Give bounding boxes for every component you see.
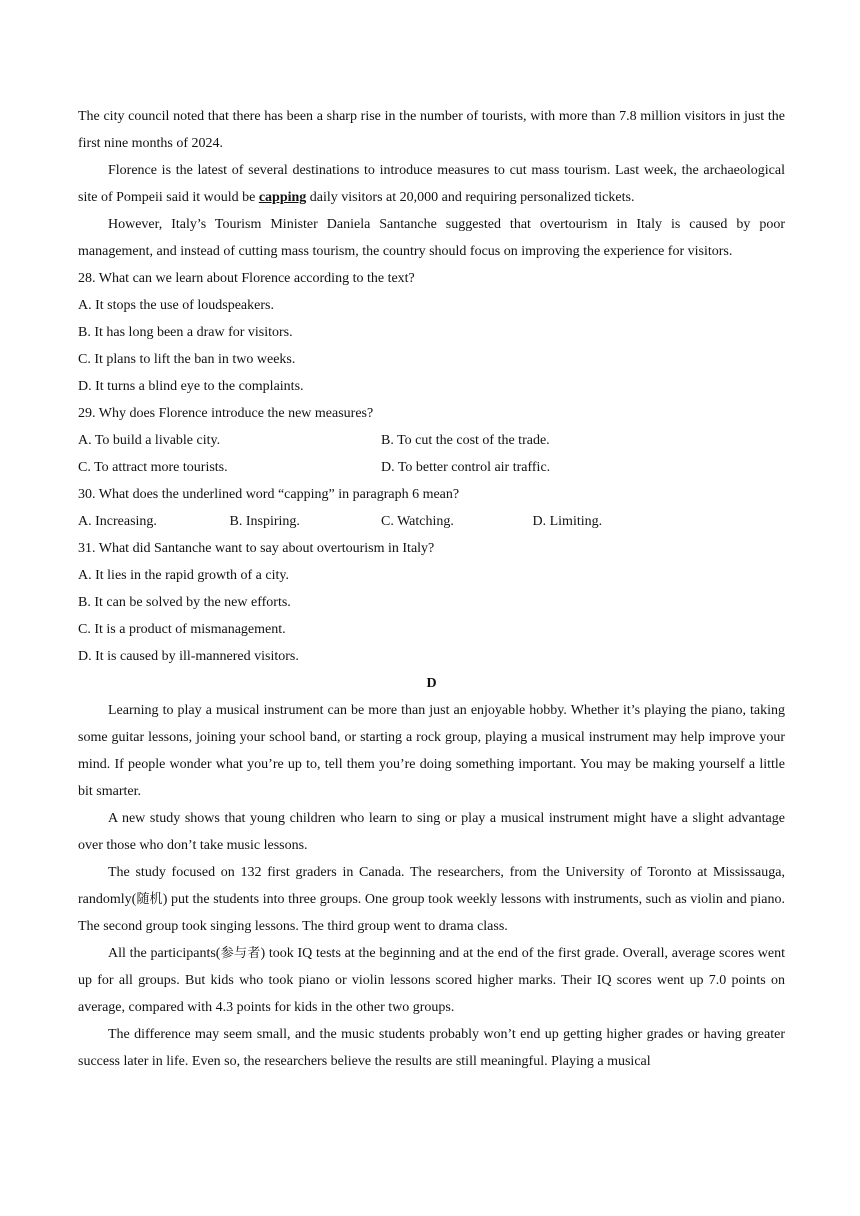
question-31-option-a: A. It lies in the rapid growth of a city. [78, 568, 289, 583]
question-30-option-c: C. Watching. [381, 514, 454, 529]
underlined-word-capping: capping [258, 190, 307, 205]
passage-d-paragraph-5: The difference may seem small, and the music students probably won’t end up getting higher grades or having greater success later in life. Even so, the researchers believe the results are still meaningful. Playing a musical [78, 1027, 785, 1069]
question-31-option-d: D. It is caused by ill-mannered visitors. [78, 649, 299, 664]
question-29-options-row-1 [78, 427, 785, 454]
question-29-option-d: D. To better control air traffic. [381, 460, 551, 475]
paragraph-text: The study focused on 132 first graders in Canada. The researchers, from the University of Toronto at Mississauga, randomly( [78, 865, 785, 907]
chinese-gloss-participants: 参与者 [220, 946, 261, 961]
question-30-option-d: D. Limiting. [532, 514, 603, 529]
passage-d-paragraph-4 [78, 940, 785, 1021]
paragraph-text: ) put the students into three groups. One group took weekly lessons with instruments, such as violin and piano. The second group took singing lessons. The third group went to drama class. [78, 892, 785, 934]
passage-c-paragraph-1: The city council noted that there has been a sharp rise in the number of tourists, with more than 7.8 million visitors in just the first nine months of 2024. [78, 109, 785, 151]
paragraph-text: Florence is the latest of several destinations to introduce measures to cut mass tourism. Last week, the archaeological site of Pompeii said it would be [78, 163, 785, 205]
passage-c-paragraph-3: However, Italy’s Tourism Minister Daniela Santanche suggested that overtourism in Italy is caused by poor management, and instead of cutting mass tourism, the country should focus on improving the experience for visitors. [78, 217, 785, 259]
chinese-gloss-random: 随机 [136, 892, 163, 907]
question-31-option-b: B. It can be solved by the new efforts. [78, 595, 291, 610]
paragraph-text: ) took IQ tests at the beginning and at the end of the first grade. Overall, average scores went up for all groups. But kids who took piano or violin lessons scored higher marks. Their IQ scores went up 7.0 points on average, compared with 4.3 points for kids in the other two groups. [78, 946, 786, 1015]
question-29-stem: 29. Why does Florence introduce the new measures? [78, 406, 374, 421]
question-28-option-a: A. It stops the use of loudspeakers. [78, 298, 274, 313]
question-30-option-b: B. Inspiring. [229, 514, 300, 529]
question-30-options-row [78, 508, 785, 535]
question-30-option-a: A. Increasing. [78, 514, 157, 529]
passage-d-heading: D [426, 676, 437, 691]
question-31-stem: 31. What did Santanche want to say about overtourism in Italy? [78, 541, 435, 556]
paragraph-text: daily visitors at 20,000 and requiring personalized tickets. [306, 190, 635, 205]
document-page [78, 103, 785, 1075]
passage-d-paragraph-3 [78, 859, 785, 940]
question-28-option-d: D. It turns a blind eye to the complaints. [78, 379, 304, 394]
question-31-option-c: C. It is a product of mismanagement. [78, 622, 286, 637]
passage-d-paragraph-1: Learning to play a musical instrument can be more than just an enjoyable hobby. Whether it’s playing the piano, taking some guitar lessons, joining your school band, or starting a rock group, playing a musical instrument may help improve your mind. If people wonder what you’re up to, tell them you’re doing something important. You may be making yourself a little bit smarter. [78, 703, 785, 799]
question-28-option-b: B. It has long been a draw for visitors. [78, 325, 293, 340]
question-29-option-b: B. To cut the cost of the trade. [381, 433, 550, 448]
question-29-options-row-2 [78, 454, 785, 481]
question-28-option-c: C. It plans to lift the ban in two weeks. [78, 352, 296, 367]
passage-c-paragraph-2 [78, 157, 785, 211]
question-29-option-a: A. To build a livable city. [78, 433, 221, 448]
question-28-stem: 28. What can we learn about Florence according to the text? [78, 271, 415, 286]
paragraph-text: All the participants( [108, 946, 221, 961]
question-30-stem: 30. What does the underlined word “capping” in paragraph 6 mean? [78, 487, 460, 502]
passage-d-paragraph-2: A new study shows that young children who learn to sing or play a musical instrument might have a slight advantage over those who don’t take music lessons. [78, 811, 785, 853]
question-29-option-c: C. To attract more tourists. [78, 460, 228, 475]
